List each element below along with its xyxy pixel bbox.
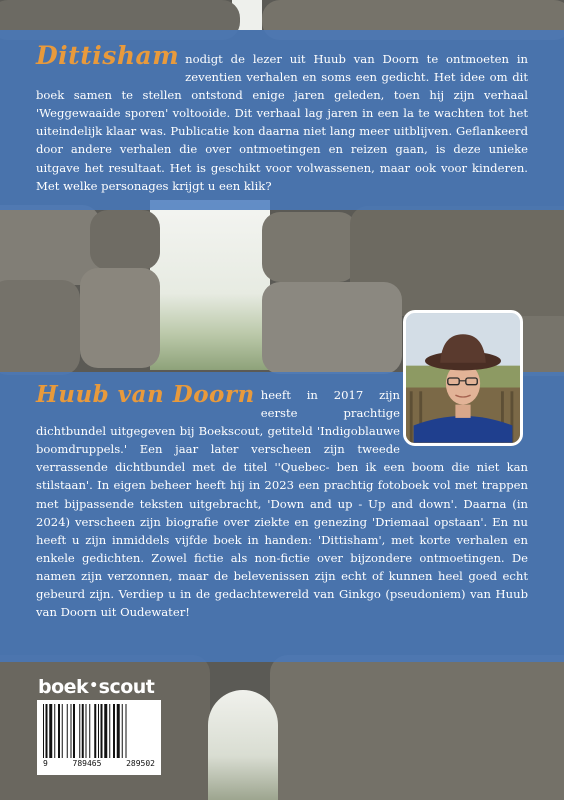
author-name-lead: Huub van Doorn — [36, 381, 255, 408]
author-text: heeft in 2017 zijn eerste prachtige dichtbundel uitgegeven bij Boekscout, getiteld 'Indigoblauwe boomdruppels.' Een jaar later verscheen zijn tweede verrassende dichtbundel met de titel ''Quebec- ben ik een boom die niet kan stilstaan'. In eigen beheer heeft hij in 2023 een prachtig fotoboek vol met trappen met bijpassende teksten uitgebracht, 'Down and up - Up and down'. Daarna (in 2024) verscheen zijn biografie over ziekte en genezing 'Driemaal opstaan'. En nu heeft u zijn inmiddels vijfde boek in handen: 'Dittisham', met korte verhalen en enkele gedichten. Zowel fictie als non-fictie over bijzondere ontmoetingen. De namen zijn verzonnen, maar de belevenissen zijn echt of kunnen heel goed echt gebeurd zijn. Verdiep u in de gedachtewereld van Ginkgo (pseudoniem) van Huub van Doorn uit Oudewater! — [36, 388, 528, 620]
publisher-logo-left: boek — [38, 676, 89, 698]
barcode-bar — [71, 704, 72, 758]
barcode-bar — [82, 704, 84, 758]
barcode-bar — [49, 704, 52, 758]
rock — [80, 268, 160, 368]
barcode-bar — [122, 704, 123, 758]
publisher-logo — [38, 676, 154, 698]
barcode-bar — [73, 704, 75, 758]
intro-paragraph — [36, 41, 528, 195]
sky-gap-middle — [150, 200, 270, 370]
barcode-bar — [126, 704, 127, 758]
barcode-bar — [62, 704, 63, 758]
barcode-bar — [58, 704, 60, 758]
barcode-bar — [67, 704, 68, 758]
barcode-bar — [46, 704, 48, 758]
barcode-bar — [109, 704, 110, 758]
tunnel-opening — [208, 690, 278, 800]
barcode-bar — [98, 704, 99, 758]
publisher-logo-dot: • — [89, 678, 98, 694]
author-photo — [403, 310, 523, 446]
rock — [0, 280, 80, 375]
barcode-bar — [104, 704, 107, 758]
barcode-bars — [43, 704, 155, 758]
barcode-lead-digit: 9 — [43, 759, 48, 768]
barcode-bar — [89, 704, 90, 758]
barcode-digits — [43, 759, 155, 768]
isbn-barcode — [37, 700, 161, 775]
barcode-bar — [117, 704, 120, 758]
intro-text: nodigt de lezer uit Huub van Doorn te ontmoeten in zeventien verhalen en soms een gedicht. Het idee om dit boek samen te stellen ontstond enige jaren geleden, toen hij zijn verhaal 'Weggewaaide sporen' voltooide. Dit verhaal lag jaren in een la te wachten tot het uiteindelijk klaar was. Publicatie kon daarna niet lang meer uitblijven. Geflankeerd door andere verhalen die over ontmoetingen en reizen gaan, is deze unieke uitgave het resultaat. Het is geschikt voor volwassenen, maar ook voor kinderen. Met welke personages krijgt u een klik? — [36, 52, 528, 193]
rock — [270, 655, 564, 800]
barcode-bar — [79, 704, 80, 758]
barcode-group-1: 789465 — [72, 759, 102, 768]
publisher-logo-right: scout — [98, 676, 155, 698]
barcode-bar — [43, 704, 44, 758]
intro-panel — [0, 30, 564, 210]
book-title-lead: Dittisham — [36, 41, 180, 70]
rock — [262, 282, 402, 374]
author-portrait-image — [406, 313, 520, 443]
barcode-bar — [113, 704, 115, 758]
barcode-bar — [101, 704, 103, 758]
barcode-bar — [86, 704, 87, 758]
rock — [262, 212, 357, 282]
barcode-bar — [94, 704, 96, 758]
rock — [90, 210, 160, 270]
barcode-bar — [54, 704, 55, 758]
barcode-group-2: 289502 — [126, 759, 155, 768]
